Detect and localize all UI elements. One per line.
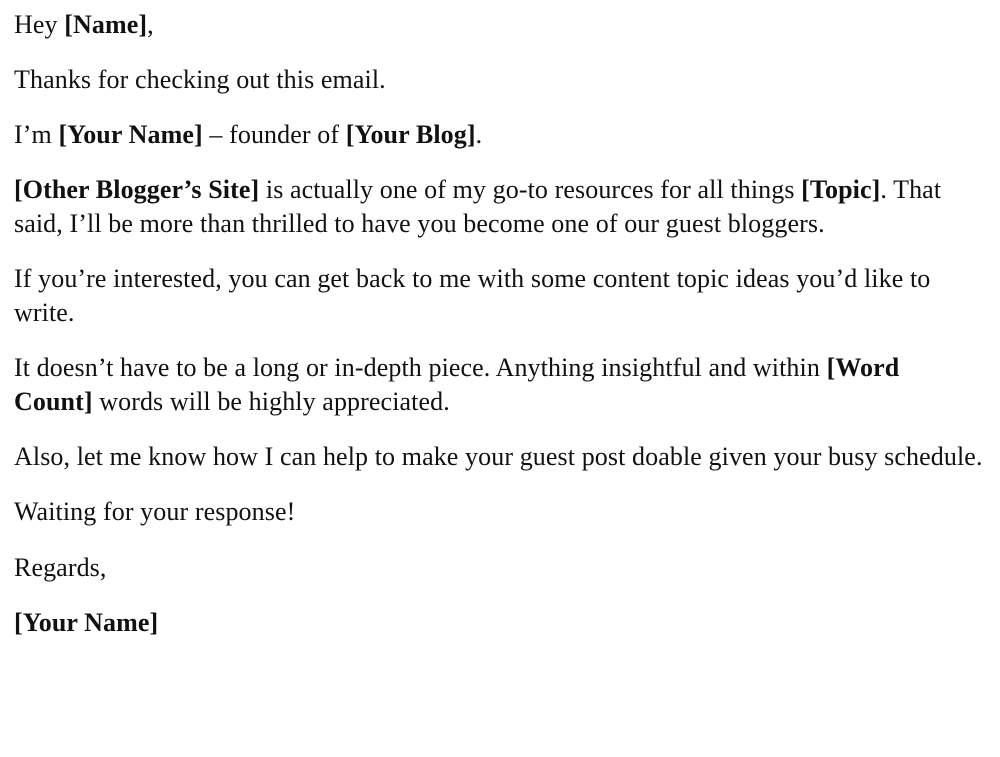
paragraph-compliment-and-offer (14, 173, 984, 241)
paragraph-closing-prompt (14, 495, 984, 529)
text-run: is actually one of my go-to resources for all things (259, 175, 802, 205)
text-run: Also, let me know how I can help to make your guest post doable given your busy schedule. (14, 442, 983, 472)
text-run: Waiting for your response! (14, 497, 296, 527)
text-run: If you’re interested, you can get back to me with some content topic ideas you’d like to write. (14, 264, 931, 328)
text-run: Thanks for checking out this email. (14, 65, 386, 95)
text-run: Hey (14, 10, 65, 39)
text-run: . That said, I’ll be more than thrilled to have you become one of our guest bloggers. (14, 175, 942, 239)
placeholder-token: [Other Blogger’s Site] (14, 175, 260, 205)
paragraph-thanks-line (14, 63, 984, 97)
paragraph-signature (14, 606, 984, 640)
text-run: It doesn’t have to be a long or in-depth piece. Anything insightful and within (14, 353, 827, 383)
placeholder-token: [Your Name] (14, 607, 159, 637)
paragraph-sign-off (14, 551, 984, 585)
text-run: – founder of (202, 120, 346, 150)
text-run: . (475, 120, 483, 150)
paragraph-greeting (14, 8, 984, 42)
paragraph-word-count-note (14, 351, 984, 419)
placeholder-token: [Word Count] (14, 353, 900, 417)
placeholder-token: [Topic] (801, 175, 881, 205)
paragraph-offer-help (14, 440, 984, 474)
placeholder-token: [Your Name] (58, 120, 203, 150)
paragraph-call-to-action (14, 262, 984, 330)
text-run: words will be highly appreciated. (92, 387, 450, 417)
text-run: I’m (14, 120, 59, 150)
text-run: , (147, 10, 154, 39)
placeholder-token: [Your Blog] (345, 120, 476, 150)
text-run: Regards, (14, 552, 107, 582)
paragraph-introduction (14, 118, 984, 152)
placeholder-token: [Name] (64, 10, 148, 39)
